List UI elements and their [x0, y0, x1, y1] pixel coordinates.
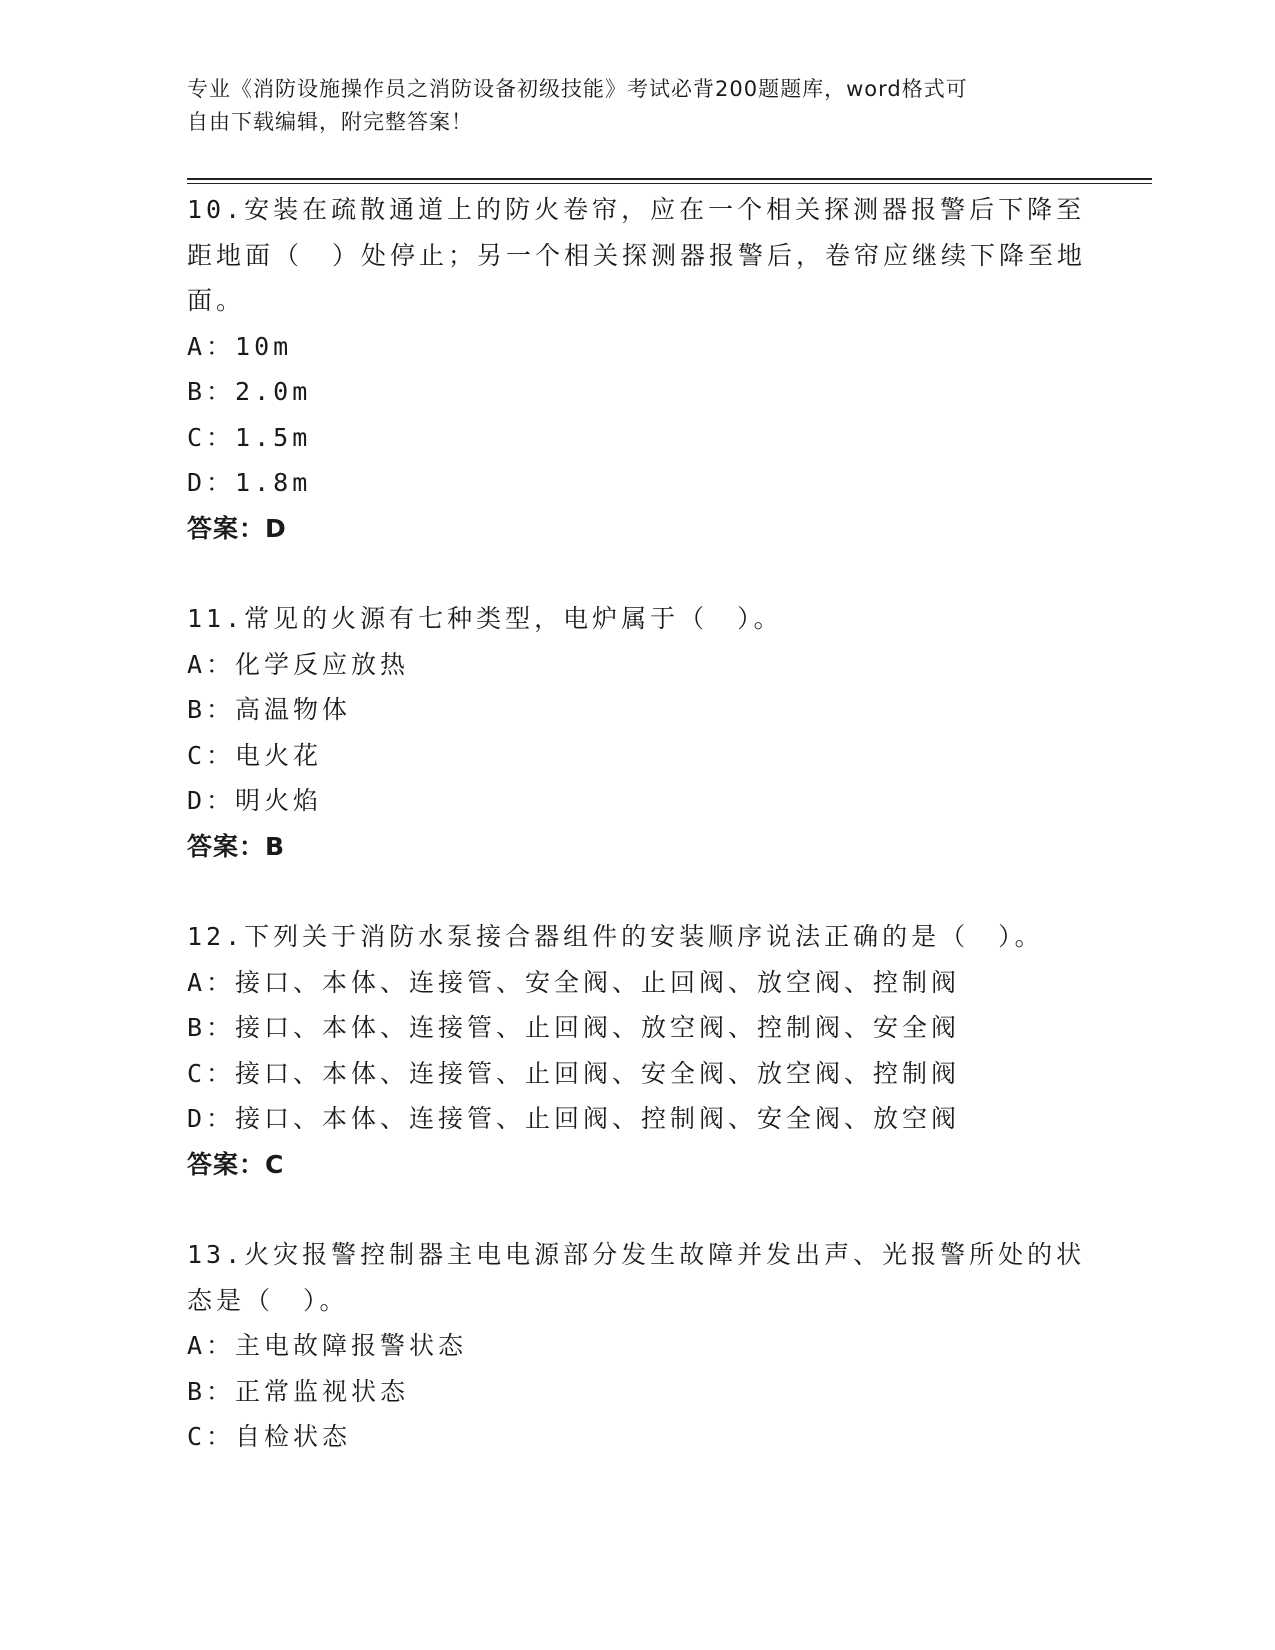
option-a: A：10m: [187, 331, 293, 361]
question-stem: 10.安装在疏散通道上的防火卷帘，应在一个相关探测器报警后下降至距地面（ ）处停止；另一个相关探测器报警后，卷帘应继续下降至地面。: [187, 195, 1087, 315]
option-a: A：化学反应放热: [187, 649, 410, 679]
option-c: C：接口、本体、连接管、止回阀、安全阀、放空阀、控制阀: [187, 1058, 961, 1088]
option-b: B：2.0m: [187, 377, 312, 406]
question-stem: 12.下列关于消防水泵接合器组件的安装顺序说法正确的是（ ）。: [187, 922, 1044, 951]
header-divider-thin: [187, 183, 1152, 184]
option-d: D：1.8m: [187, 468, 312, 497]
question-10: [187, 187, 1087, 551]
answer-label: 答案：D: [187, 513, 287, 543]
question-list: [187, 187, 1087, 1505]
option-b: B：高温物体: [187, 695, 352, 724]
option-c: C：1.5m: [187, 422, 312, 452]
header-divider-thick: [187, 178, 1152, 180]
answer-label: 答案：B: [187, 831, 286, 861]
header-line-2: 自由下载编辑，附完整答案！: [187, 110, 473, 134]
question-stem: 11.常见的火源有七种类型，电炉属于（ ）。: [187, 604, 783, 633]
question-13: [187, 1232, 1087, 1460]
option-c: C：电火花: [187, 740, 323, 770]
document-header: [187, 73, 1067, 139]
option-b: B：正常监视状态: [187, 1376, 410, 1406]
question-12: [187, 914, 1087, 1187]
option-c: C：自检状态: [187, 1422, 352, 1451]
option-a: A：接口、本体、连接管、安全阀、止回阀、放空阀、控制阀: [187, 967, 961, 997]
question-stem: 13.火灾报警控制器主电电源部分发生故障并发出声、光报警所处的状态是（ ）。: [187, 1240, 1086, 1315]
option-a: A：主电故障报警状态: [187, 1331, 468, 1360]
option-b: B：接口、本体、连接管、止回阀、放空阀、控制阀、安全阀: [187, 1013, 961, 1042]
question-11: [187, 596, 1087, 869]
option-d: D：接口、本体、连接管、止回阀、控制阀、安全阀、放空阀: [187, 1104, 961, 1133]
header-line-1: 专业《消防设施操作员之消防设备初级技能》考试必背200题题库，word格式可: [187, 77, 968, 101]
option-d: D：明火焰: [187, 786, 323, 815]
answer-label: 答案：C: [187, 1149, 285, 1179]
